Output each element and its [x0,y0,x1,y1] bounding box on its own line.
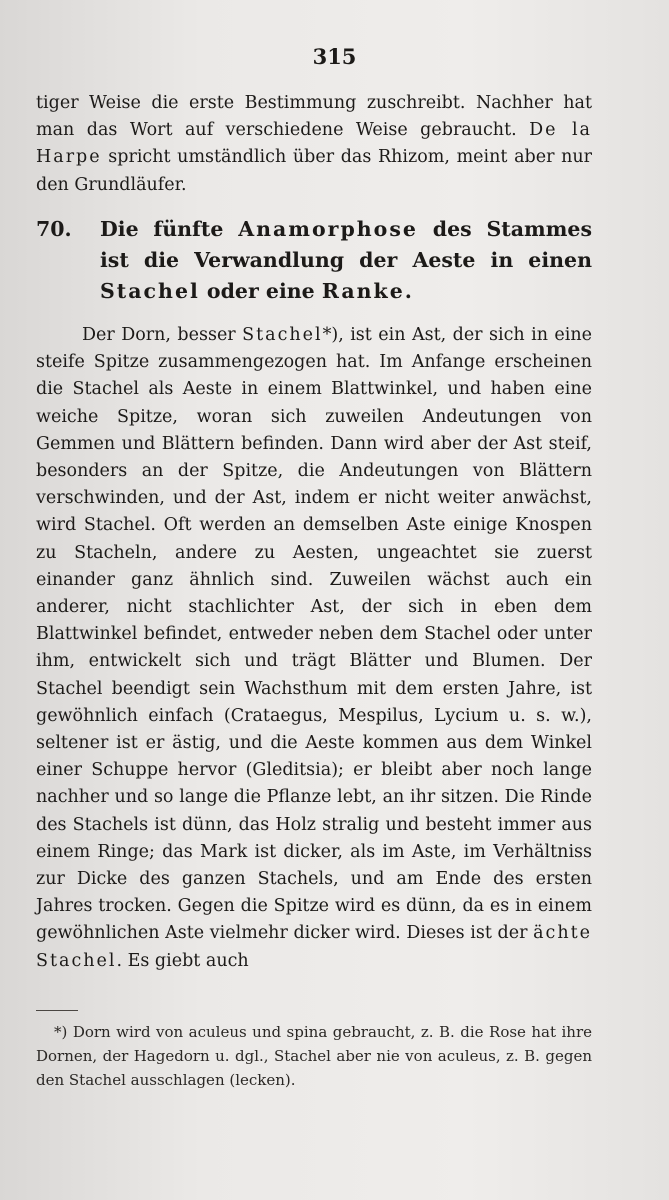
section-title-1: Die fünfte [100,217,239,241]
section-title-3: oder eine [199,279,322,303]
section-title-spaced-1: Anamorphose [238,217,418,241]
top-paragraph [36,90,592,199]
main-term-2: ächte Stachel [36,923,592,971]
section-title-spaced-2: Stachel [100,279,200,303]
section-title-2: des Stammes ist die Verwandlung der Aeste in einen [100,217,593,272]
main-lead: Der Dorn, besser [82,325,243,345]
main-paragraph [36,322,592,975]
section-title-4: . [404,279,412,303]
top-text-1: tiger Weise die erste Bestimmung zuschreibt. Nachher hat man das Wort auf verschiedene Weise gebraucht. [36,93,592,141]
footnote [36,1020,592,1092]
author-name: De la Harpe [36,120,592,168]
main-body-1: , ist ein Ast, der sich in eine steife Spitze zusammengezogen hat. Im Anfange erscheinen die Stachel als Aeste in einem Blattwinkel, und haben eine weiche Spitze, woran sich zuweilen Andeutungen von Gemmen und Blättern befinden. Dann wird aber der Ast steif, besonders an der Spitze, die Andeutungen von Blättern verschwinden, und der Ast, indem er nicht weiter anwächst, wird Stachel. Oft werden an demselben Aste einige Knospen zu Stacheln, andere zu Aesten, ungeachtet sie zuerst einander ganz ähnlich sind. Zuweilen wächst auch ein anderer, nicht stachlichter Ast, der sich in eben dem Blattwinkel befindet, entweder neben dem Stachel oder unter ihm, entwickelt sich und trägt Blätter und Blumen. Der Stachel beendigt sein Wachsthum mit dem ersten Jahre, ist gewöhnlich einfach (Crataegus, Mespilus, Lycium u. s. w.), seltener ist er ästig, und die Aeste kommen aus dem Winkel einer Schuppe hervor (Gleditsia); er bleibt aber noch lange nachher und so lange die Pflanze lebt, an ihr sitzen. Die Rinde des Stachels ist dünn, das Holz stralig und besteht immer aus einem Ringe; das Mark ist dicker, als im Aste, im Verhältniss zur Dicke des ganzen Stachels, und am Ende des ersten Jahres trocken. Gegen die Spitze wird es dünn, da es in einem gewöhnlichen Aste vielmehr dicker wird. Dieses ist der [36,325,592,944]
top-text-2: spricht umständlich über das Rhizom, meint aber nur den Grundläufer. [36,147,592,195]
footnote-rule [36,1010,78,1011]
main-body-2: . Es giebt auch [116,950,249,971]
footnote-mark: *) [54,1023,68,1041]
page-number: 315 [312,44,357,69]
section-number: 70. [36,217,72,241]
footnote-reference: *) [322,325,339,345]
section-title [100,214,592,307]
section-heading [36,214,592,307]
section-title-spaced-3: Ranke [321,279,405,303]
main-term: Stachel [242,325,323,345]
footnote-text: Dorn wird von aculeus und spina gebraucht, z. B. die Rose hat ihre Dornen, der Hagedorn u. dgl., Stachel aber nie von aculeus, z. B. gegen den Stachel ausschlagen (lecken). [36,1023,592,1089]
